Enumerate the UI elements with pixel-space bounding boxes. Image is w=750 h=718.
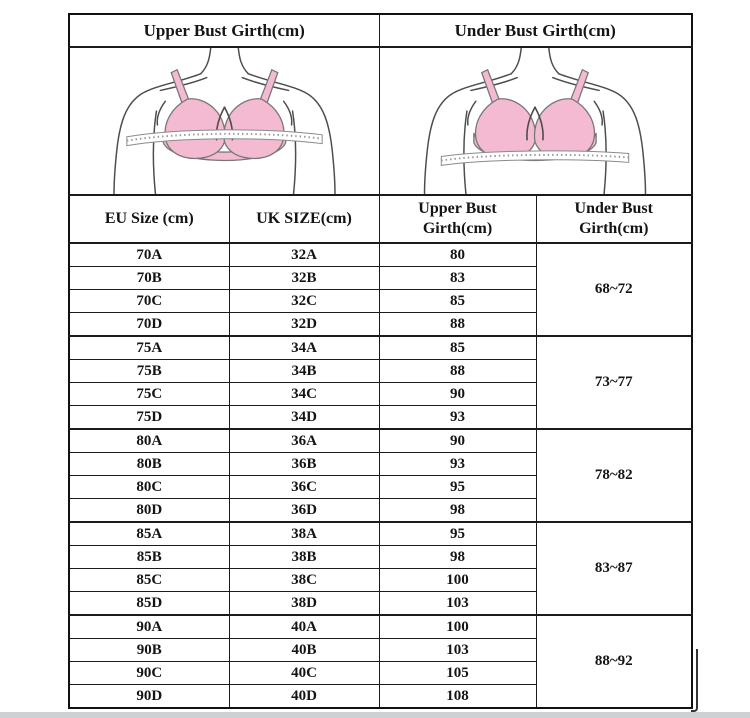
uk-size-cell: 40A xyxy=(229,615,379,639)
uk-size-cell: 34B xyxy=(229,360,379,383)
under-bust-illustration-cell xyxy=(379,47,692,195)
eu-size-cell: 90C xyxy=(69,662,229,685)
upper-bust-cell: 100 xyxy=(379,569,536,592)
upper-bust-cell: 95 xyxy=(379,522,536,546)
eu-size-cell: 90B xyxy=(69,639,229,662)
col-header-eu-size xyxy=(69,195,229,243)
upper-bust-cell: 100 xyxy=(379,615,536,639)
under-bust-range-cell: 88~92 xyxy=(536,615,692,708)
upper-bust-cell: 93 xyxy=(379,453,536,476)
upper-bust-cell: 98 xyxy=(379,499,536,523)
uk-size-cell: 32B xyxy=(229,267,379,290)
upper-bust-measurement-illustration xyxy=(70,48,379,194)
girth-header-row xyxy=(69,14,692,47)
uk-size-cell: 32C xyxy=(229,290,379,313)
eu-size-cell: 75B xyxy=(69,360,229,383)
uk-size-cell: 36C xyxy=(229,476,379,499)
table-row xyxy=(69,336,692,360)
upper-bust-cell: 88 xyxy=(379,313,536,337)
uk-size-cell: 40B xyxy=(229,639,379,662)
upper-bust-cell: 105 xyxy=(379,662,536,685)
eu-size-cell: 70A xyxy=(69,243,229,267)
bra-graphic xyxy=(473,70,595,161)
eu-size-cell: 85B xyxy=(69,546,229,569)
upper-bust-cell: 85 xyxy=(379,336,536,360)
eu-size-cell: 85D xyxy=(69,592,229,616)
col-header-line: EU Size (cm) xyxy=(104,210,194,227)
under-bust-measurement-illustration xyxy=(380,48,690,194)
upper-bust-cell: 108 xyxy=(379,685,536,709)
eu-size-cell: 70D xyxy=(69,313,229,337)
upper-bust-cell: 83 xyxy=(379,267,536,290)
col-header-line: Under Bust xyxy=(574,200,653,217)
eu-size-cell: 90A xyxy=(69,615,229,639)
upper-bust-cell: 90 xyxy=(379,383,536,406)
size-rows xyxy=(69,243,692,708)
under-bust-range-cell: 83~87 xyxy=(536,522,692,615)
upper-bust-cell: 90 xyxy=(379,429,536,453)
table-edge-artifact xyxy=(691,649,698,712)
col-header-line: Girth(cm) xyxy=(422,220,493,237)
uk-size-cell: 32A xyxy=(229,243,379,267)
col-header-under-bust xyxy=(536,195,692,243)
upper-bust-cell: 88 xyxy=(379,360,536,383)
uk-size-cell: 40D xyxy=(229,685,379,709)
upper-bust-cell: 80 xyxy=(379,243,536,267)
size-chart-table xyxy=(68,13,693,709)
under-bust-girth-header: Under Bust Girth(cm) xyxy=(379,14,692,47)
under-bust-range-cell: 73~77 xyxy=(536,336,692,429)
uk-size-cell: 34A xyxy=(229,336,379,360)
column-header-row xyxy=(69,195,692,243)
col-header-line: Upper Bust xyxy=(418,200,497,217)
uk-size-cell: 34C xyxy=(229,383,379,406)
uk-size-cell: 36B xyxy=(229,453,379,476)
eu-size-cell: 80D xyxy=(69,499,229,523)
eu-size-cell: 70B xyxy=(69,267,229,290)
upper-bust-illustration-cell xyxy=(69,47,379,195)
table-row xyxy=(69,522,692,546)
uk-size-cell: 38C xyxy=(229,569,379,592)
eu-size-cell: 80A xyxy=(69,429,229,453)
table-row xyxy=(69,429,692,453)
eu-size-cell: 75A xyxy=(69,336,229,360)
bra-graphic xyxy=(163,70,285,161)
upper-bust-cell: 85 xyxy=(379,290,536,313)
col-header-line: Girth(cm) xyxy=(579,220,649,237)
uk-size-cell: 34D xyxy=(229,406,379,430)
measuring-tape-under-bust xyxy=(441,151,628,166)
under-bust-range-cell: 78~82 xyxy=(536,429,692,522)
col-header-uk-size xyxy=(229,195,379,243)
illustration-row xyxy=(69,47,692,195)
uk-size-cell: 38B xyxy=(229,546,379,569)
col-header-upper-bust xyxy=(379,195,536,243)
eu-size-cell: 80C xyxy=(69,476,229,499)
bottom-edge-band xyxy=(0,712,750,718)
uk-size-cell: 38A xyxy=(229,522,379,546)
upper-bust-cell: 93 xyxy=(379,406,536,430)
upper-bust-cell: 98 xyxy=(379,546,536,569)
eu-size-cell: 85A xyxy=(69,522,229,546)
table-row xyxy=(69,243,692,267)
uk-size-cell: 36A xyxy=(229,429,379,453)
eu-size-cell: 90D xyxy=(69,685,229,709)
eu-size-cell: 85C xyxy=(69,569,229,592)
under-bust-range-cell: 68~72 xyxy=(536,243,692,336)
uk-size-cell: 36D xyxy=(229,499,379,523)
eu-size-cell: 75C xyxy=(69,383,229,406)
col-header-line: UK SIZE(cm) xyxy=(256,210,352,227)
table-row xyxy=(69,615,692,639)
upper-bust-cell: 103 xyxy=(379,592,536,616)
uk-size-cell: 40C xyxy=(229,662,379,685)
uk-size-cell: 38D xyxy=(229,592,379,616)
uk-size-cell: 32D xyxy=(229,313,379,337)
upper-bust-cell: 103 xyxy=(379,639,536,662)
eu-size-cell: 75D xyxy=(69,406,229,430)
upper-bust-cell: 95 xyxy=(379,476,536,499)
eu-size-cell: 70C xyxy=(69,290,229,313)
eu-size-cell: 80B xyxy=(69,453,229,476)
upper-bust-girth-header: Upper Bust Girth(cm) xyxy=(69,14,379,47)
